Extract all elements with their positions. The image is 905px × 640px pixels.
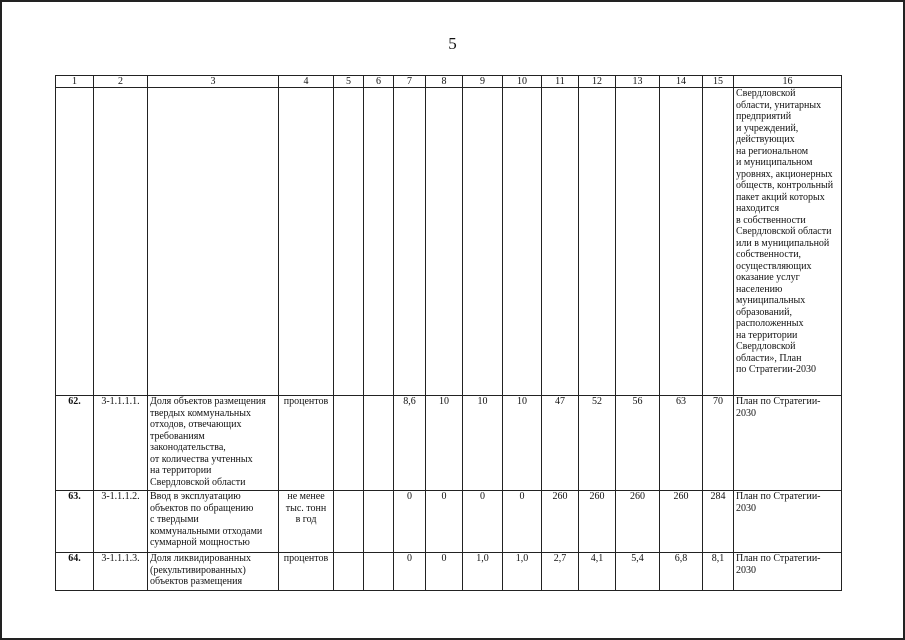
col-header: 14 [660, 76, 703, 88]
value-cell: 2,7 [542, 553, 579, 591]
continuation-row [56, 88, 842, 396]
value-cell: 0 [426, 491, 463, 553]
value-cell: 5,4 [616, 553, 660, 591]
value-cell: 8,1 [703, 553, 734, 591]
value-cell: 10 [426, 396, 463, 491]
col-header: 1 [56, 76, 94, 88]
indicators-table [55, 75, 842, 591]
value-cell: 260 [616, 491, 660, 553]
value-cell: 0 [426, 553, 463, 591]
value-cell: 0 [463, 491, 503, 553]
header-row [56, 76, 842, 88]
table-row [56, 553, 842, 591]
value-cell [364, 396, 394, 491]
source-cell: План по Стратегии- 2030 [734, 491, 842, 553]
unit-cell: процентов [279, 553, 334, 591]
value-cell [364, 553, 394, 591]
col-header: 7 [394, 76, 426, 88]
col-header: 11 [542, 76, 579, 88]
col-header: 12 [579, 76, 616, 88]
value-cell: 8,6 [394, 396, 426, 491]
value-cell [364, 491, 394, 553]
value-cell: 0 [394, 491, 426, 553]
value-cell: 47 [542, 396, 579, 491]
unit-cell: не менее тыс. тонн в год [279, 491, 334, 553]
col-header: 15 [703, 76, 734, 88]
value-cell: 284 [703, 491, 734, 553]
indicator-name: Доля ликвидированных (рекультивированных) объектов размещения [148, 553, 279, 591]
value-cell: 260 [579, 491, 616, 553]
value-cell: 260 [542, 491, 579, 553]
value-cell: 0 [394, 553, 426, 591]
page-number: 5 [448, 34, 457, 53]
value-cell: 10 [463, 396, 503, 491]
col-header: 13 [616, 76, 660, 88]
col-header: 5 [334, 76, 364, 88]
row-code: 3-1.1.1.1. [94, 396, 148, 491]
row-number: 62. [56, 396, 94, 491]
row-code: 3-1.1.1.2. [94, 491, 148, 553]
indicator-name: Ввод в эксплуатацию объектов по обращению с твердыми коммунальными отходами суммарной мощностью [148, 491, 279, 553]
col-header: 16 [734, 76, 842, 88]
col-header: 10 [503, 76, 542, 88]
value-cell: 10 [503, 396, 542, 491]
value-cell: 0 [503, 491, 542, 553]
source-cell: План по Стратегии- 2030 [734, 553, 842, 591]
value-cell [334, 553, 364, 591]
col-header: 9 [463, 76, 503, 88]
value-cell: 52 [579, 396, 616, 491]
row-number: 64. [56, 553, 94, 591]
row-code: 3-1.1.1.3. [94, 553, 148, 591]
value-cell: 70 [703, 396, 734, 491]
indicator-name: Доля объектов размещения твердых коммунальных отходов, отвечающих требованиям законодательства, от количества учтенных на территории Свердловской области [148, 396, 279, 491]
table-row [56, 396, 842, 491]
value-cell [334, 491, 364, 553]
col-header: 3 [148, 76, 279, 88]
col-header: 2 [94, 76, 148, 88]
col-header: 4 [279, 76, 334, 88]
value-cell: 1,0 [463, 553, 503, 591]
unit-cell: процентов [279, 396, 334, 491]
value-cell [334, 396, 364, 491]
value-cell: 6,8 [660, 553, 703, 591]
source-cell: План по Стратегии- 2030 [734, 396, 842, 491]
value-cell: 56 [616, 396, 660, 491]
value-cell: 260 [660, 491, 703, 553]
col-header: 8 [426, 76, 463, 88]
value-cell: 4,1 [579, 553, 616, 591]
col-header: 6 [364, 76, 394, 88]
table-row [56, 491, 842, 553]
value-cell: 1,0 [503, 553, 542, 591]
source-cell: Свердловской области, унитарных предприятий и учреждений, действующих на региональном и муниципальном уровнях, акционерных обществ, контрольный пакет акций которых находится в собственности Свердловской области или в муниципальной собственности, осуществляющих оказание услуг населению муниципальных образований, расположенных на территории Свердловской области», План по Стратегии-2030 [734, 88, 842, 396]
value-cell: 63 [660, 396, 703, 491]
row-number: 63. [56, 491, 94, 553]
